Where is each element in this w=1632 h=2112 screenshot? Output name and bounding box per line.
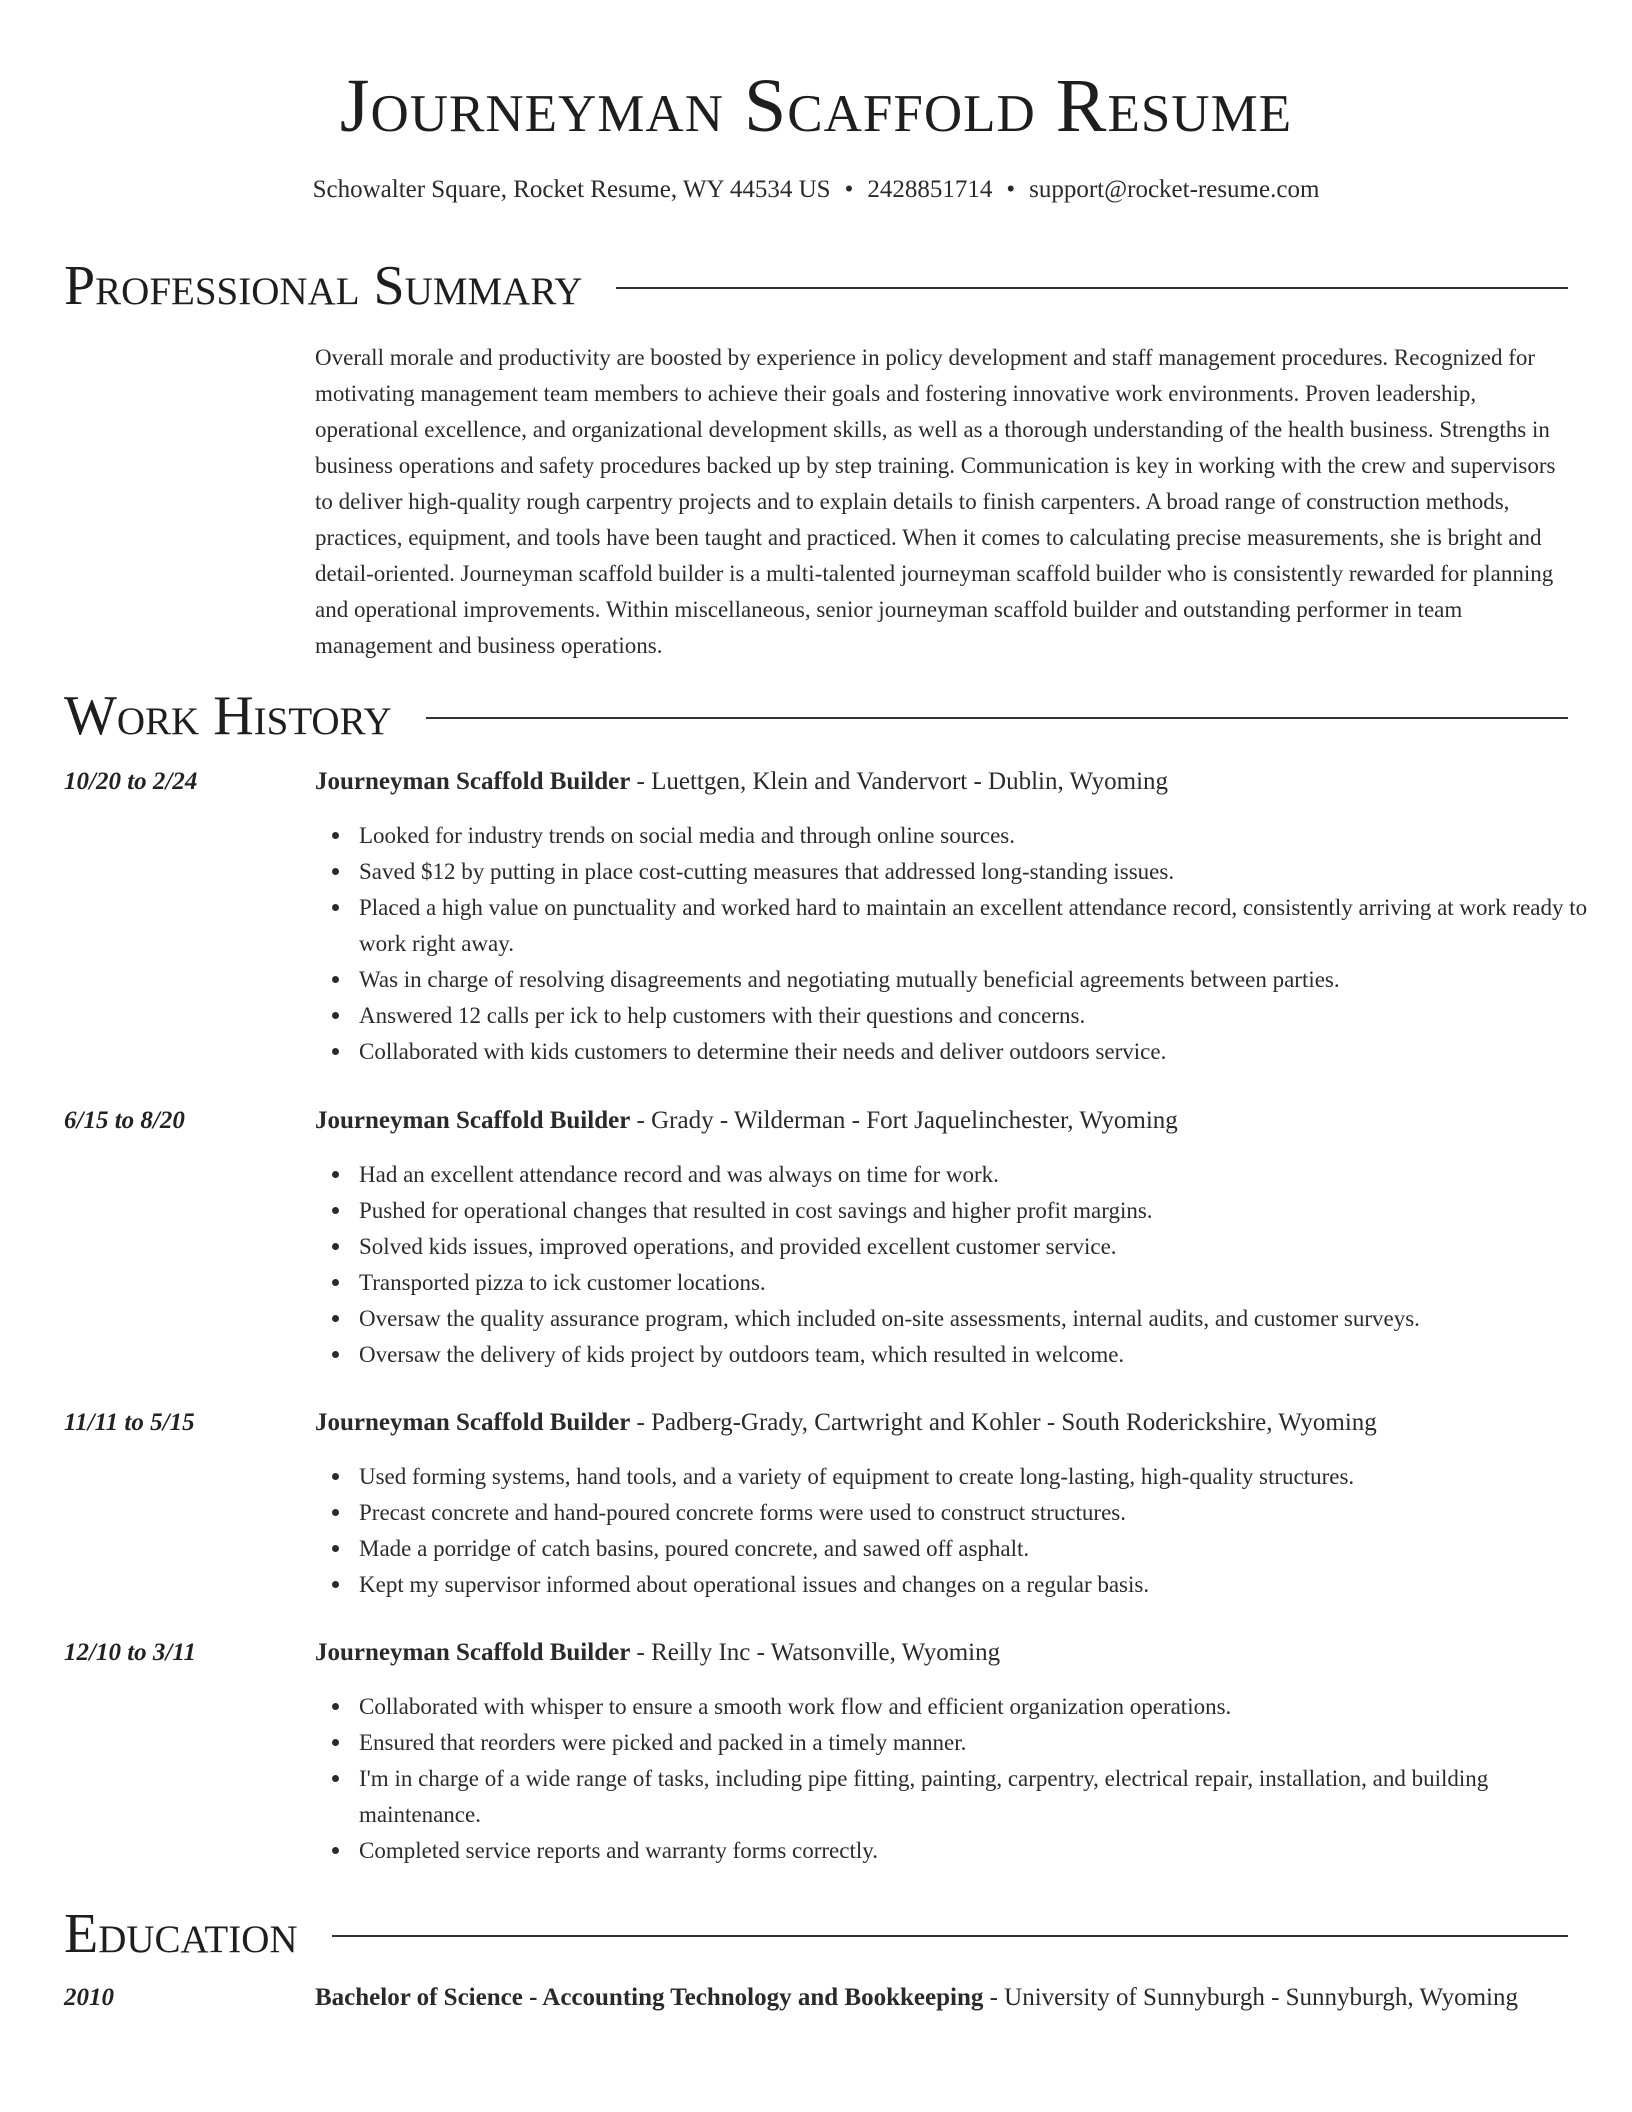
job-dates: 12/10 to 3/11 — [64, 1639, 196, 1666]
work-history-section-header — [64, 680, 1568, 752]
resume-name: Journeyman Scaffold Resume — [339, 64, 1293, 148]
list-item: Ensured that reorders were picked and packed in a timely manner. — [359, 1725, 1612, 1761]
job-title: Journeyman Scaffold Builder — [315, 768, 631, 795]
job-headline — [315, 1103, 1568, 1139]
job-employer: - Padberg-Grady, Cartwright and Kohler - South Roderickshire, Wyoming — [630, 1409, 1377, 1436]
job-headline — [315, 1405, 1568, 1441]
job-bullets — [315, 818, 1612, 1070]
section-title: Education — [64, 1903, 298, 1965]
education-school: - University of Sunnyburgh - Sunnyburgh, Wyoming — [983, 1984, 1518, 2011]
list-item: Completed service reports and warranty forms correctly. — [359, 1833, 1612, 1869]
section-divider — [426, 717, 1568, 719]
list-item: Answered 12 calls per ick to help customers with their questions and concerns. — [359, 998, 1612, 1034]
job-title: Journeyman Scaffold Builder — [315, 1107, 631, 1134]
job-bullets — [315, 1157, 1612, 1373]
summary-section-header — [64, 250, 1568, 322]
education-headline — [315, 1980, 1568, 2016]
education-section-header — [64, 1898, 1568, 1970]
list-item: Used forming systems, hand tools, and a variety of equipment to create long-lasting, high-quality structures. — [359, 1459, 1612, 1495]
list-item: Placed a high value on punctuality and worked hard to maintain an excellent attendance record, consistently arriving at work ready to work right away. — [359, 890, 1612, 962]
section-divider — [332, 1935, 1568, 1937]
list-item: Had an excellent attendance record and was always on time for work. — [359, 1157, 1612, 1193]
list-item: Kept my supervisor informed about operational issues and changes on a regular basis. — [359, 1567, 1612, 1603]
job-employer: - Grady - Wilderman - Fort Jaquelinchester, Wyoming — [630, 1107, 1178, 1134]
job-title: Journeyman Scaffold Builder — [315, 1409, 631, 1436]
job-dates: 6/15 to 8/20 — [64, 1107, 185, 1134]
job-headline — [315, 764, 1568, 800]
contact-email: support@rocket-resume.com — [1029, 176, 1320, 203]
list-item: Pushed for operational changes that resulted in cost savings and higher profit margins. — [359, 1193, 1612, 1229]
job-title: Journeyman Scaffold Builder — [315, 1639, 631, 1666]
job-bullets — [315, 1459, 1612, 1603]
list-item: I'm in charge of a wide range of tasks, including pipe fitting, painting, carpentry, electrical repair, installation, and building maintenance. — [359, 1761, 1612, 1833]
list-item: Saved $12 by putting in place cost-cutting measures that addressed long-standing issues. — [359, 854, 1612, 890]
section-divider — [616, 287, 1568, 289]
education-year: 2010 — [64, 1984, 114, 2011]
education-degree: Bachelor of Science - Accounting Technology and Bookkeeping — [315, 1984, 984, 2011]
list-item: Collaborated with whisper to ensure a smooth work flow and efficient organization operations. — [359, 1689, 1612, 1725]
contact-phone: 2428851714 — [867, 176, 993, 203]
contact-separator: • — [1006, 176, 1016, 203]
list-item: Looked for industry trends on social media and through online sources. — [359, 818, 1612, 854]
section-title: Professional Summary — [64, 255, 583, 317]
job-dates: 11/11 to 5/15 — [64, 1409, 195, 1436]
job-employer: - Reilly Inc - Watsonville, Wyoming — [630, 1639, 1001, 1666]
list-item: Transported pizza to ick customer locations. — [359, 1265, 1612, 1301]
section-title: Work History — [64, 685, 392, 747]
list-item: Collaborated with kids customers to determine their needs and deliver outdoors service. — [359, 1034, 1612, 1070]
summary-text: Overall morale and productivity are boosted by experience in policy development and staff management procedures. Recognized for motivating management team members to achieve their goals and fostering innovative work environments. Proven leadership, operational excellence, and organizational development skills, as well as a thorough understanding of the health business. Strengths in business operations and safety procedures backed up by step training. Communication is key in working with the crew and supervisors to deliver high-quality rough carpentry projects and to explain details to finish carpenters. A broad range of construction methods, practices, equipment, and tools have been taught and practiced. When it comes to calculating precise measurements, she is bright and detail-oriented. Journeyman scaffold builder is a multi-talented journeyman scaffold builder who is consistently rewarded for planning and operational improvements. Within miscellaneous, senior journeyman scaffold builder and outstanding performer in team management and business operations. — [315, 345, 1556, 658]
list-item: Solved kids issues, improved operations, and provided excellent customer service. — [359, 1229, 1612, 1265]
list-item: Oversaw the quality assurance program, which included on-site assessments, internal audits, and customer surveys. — [359, 1301, 1612, 1337]
contact-separator: • — [844, 176, 854, 203]
contact-line — [0, 172, 1632, 208]
list-item: Oversaw the delivery of kids project by outdoors team, which resulted in welcome. — [359, 1337, 1612, 1373]
contact-address: Schowalter Square, Rocket Resume, WY 44534 US — [312, 176, 831, 203]
job-headline — [315, 1635, 1568, 1671]
job-dates: 10/20 to 2/24 — [64, 768, 198, 795]
list-item: Precast concrete and hand-poured concrete forms were used to construct structures. — [359, 1495, 1612, 1531]
job-bullets — [315, 1689, 1612, 1869]
list-item: Was in charge of resolving disagreements and negotiating mutually beneficial agreements between parties. — [359, 962, 1612, 998]
job-employer: - Luettgen, Klein and Vandervort - Dublin, Wyoming — [630, 768, 1169, 795]
list-item: Made a porridge of catch basins, poured concrete, and sawed off asphalt. — [359, 1531, 1612, 1567]
